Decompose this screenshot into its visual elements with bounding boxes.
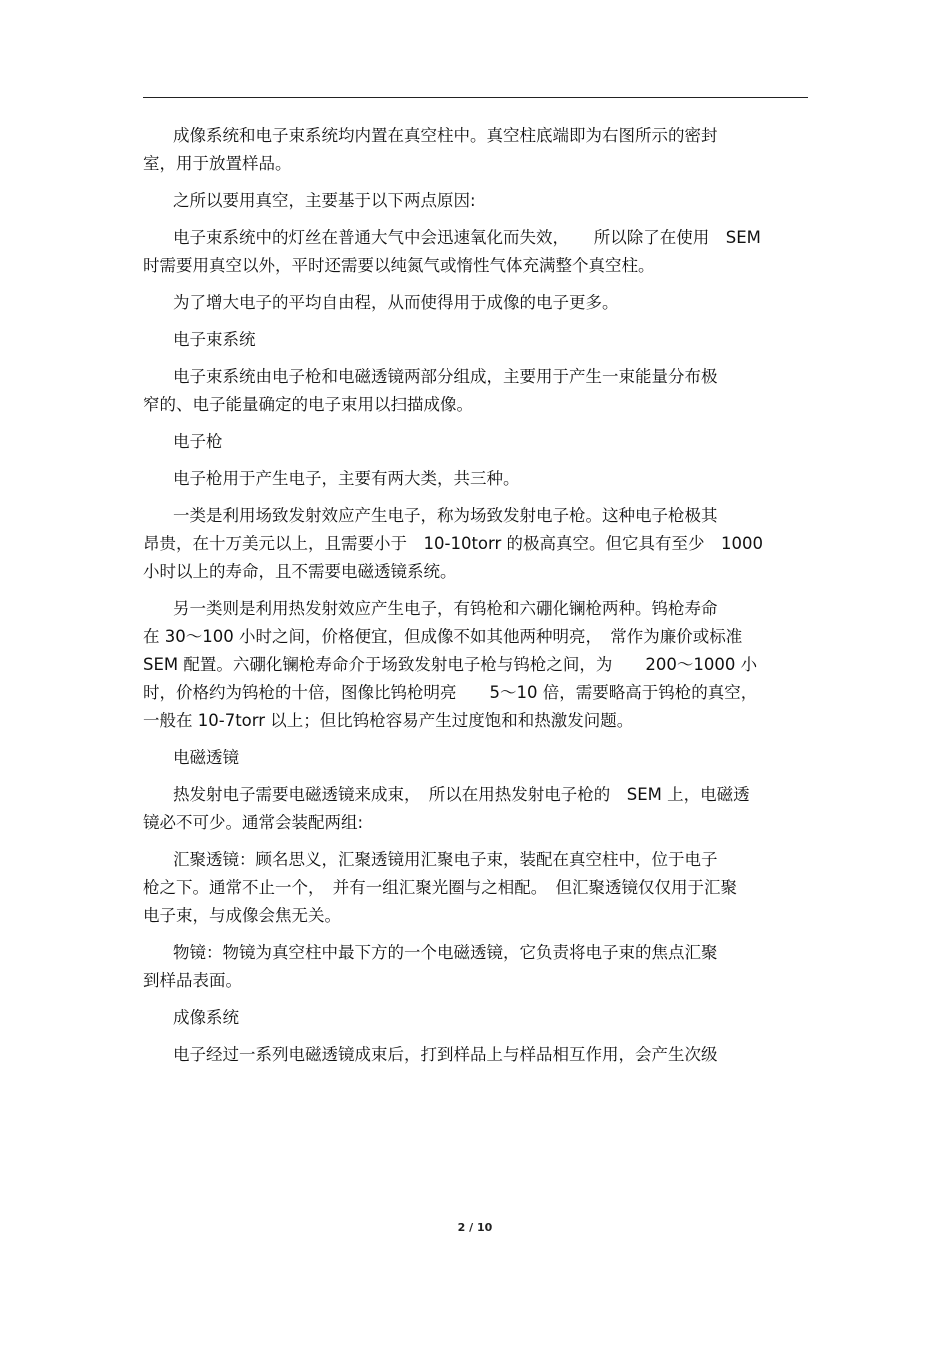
paragraph-line: 小时以上的寿命，且不需要电磁透镜系统。: [143, 562, 457, 581]
paragraph-line: 室，用于放置样品。: [143, 154, 292, 173]
paragraph-line: 电子枪用于产生电子，主要有两大类，共三种。: [173, 469, 520, 488]
paragraph-line: SEM 配置。六硼化镧枪寿命介于场致发射电子枪与钨枪之间，为 200～1000 小: [143, 655, 758, 674]
paragraph-line: 另一类则是利用热发射效应产生电子，有钨枪和六硼化镧枪两种。钨枪寿命: [173, 599, 718, 618]
paragraph-line: 电子束系统中的灯丝在普通大气中会迅速氧化而失效， 所以除了在使用 SEM: [173, 228, 761, 247]
section-heading: 电磁透镜: [173, 748, 239, 767]
page-number: 2 / 10: [457, 1221, 493, 1234]
paragraph-line: 物镜：物镜为真空柱中最下方的一个电磁透镜，它负责将电子束的焦点汇聚: [173, 943, 718, 962]
section-heading: 成像系统: [173, 1008, 239, 1027]
paragraph-line: 电子经过一系列电磁透镜成束后，打到样品上与样品相互作用，会产生次级: [173, 1045, 718, 1064]
document-body: [143, 122, 813, 1069]
paragraph-line: 成像系统和电子束系统均内置在真空柱中。真空柱底端即为右图所示的密封: [173, 126, 718, 145]
paragraph-line: 电子束，与成像会焦无关。: [143, 906, 341, 925]
section-heading: 电子束系统: [173, 330, 256, 349]
paragraph-line: 窄的、电子能量确定的电子束用以扫描成像。: [143, 395, 473, 414]
paragraph-line: 时，价格约为钨枪的十倍，图像比钨枪明亮 5～10 倍，需要略高于钨枪的真空，: [143, 683, 758, 702]
paragraph-line: 一般在 10-7torr 以上；但比钨枪容易产生过度饱和和热激发问题。: [143, 711, 634, 730]
paragraph-line: 在 30～100 小时之间，价格便宜，但成像不如其他两种明亮， 常作为廉价或标准: [143, 627, 743, 646]
paragraph-line: 一类是利用场致发射效应产生电子，称为场致发射电子枪。这种电子枪极其: [173, 506, 718, 525]
header-rule: [143, 97, 808, 98]
paragraph-line: 枪之下。通常不止一个， 并有一组汇聚光圈与之相配。 但汇聚透镜仅仅用于汇聚: [143, 878, 737, 897]
paragraph-line: 镜必不可少。通常会装配两组:: [143, 813, 364, 832]
paragraph-line: 电子束系统由电子枪和电磁透镜两部分组成，主要用于产生一束能量分布极: [173, 367, 718, 386]
paragraph-line: 到样品表面。: [143, 971, 242, 990]
paragraph-line: 昂贵，在十万美元以上，且需要小于 10-10torr 的极高真空。但它具有至少 1000: [143, 534, 764, 553]
section-heading: 电子枪: [173, 432, 223, 451]
paragraph-line: 汇聚透镜：顾名思义，汇聚透镜用汇聚电子束，装配在真空柱中，位于电子: [173, 850, 718, 869]
paragraph-line: 时需要用真空以外，平时还需要以纯氮气或惰性气体充满整个真空柱。: [143, 256, 655, 275]
paragraph-line: 之所以要用真空，主要基于以下两点原因:: [173, 191, 476, 210]
paragraph-line: 热发射电子需要电磁透镜来成束， 所以在用热发射电子枪的 SEM 上，电磁透: [173, 785, 750, 804]
paragraph-line: 为了增大电子的平均自由程，从而使得用于成像的电子更多。: [173, 293, 619, 312]
